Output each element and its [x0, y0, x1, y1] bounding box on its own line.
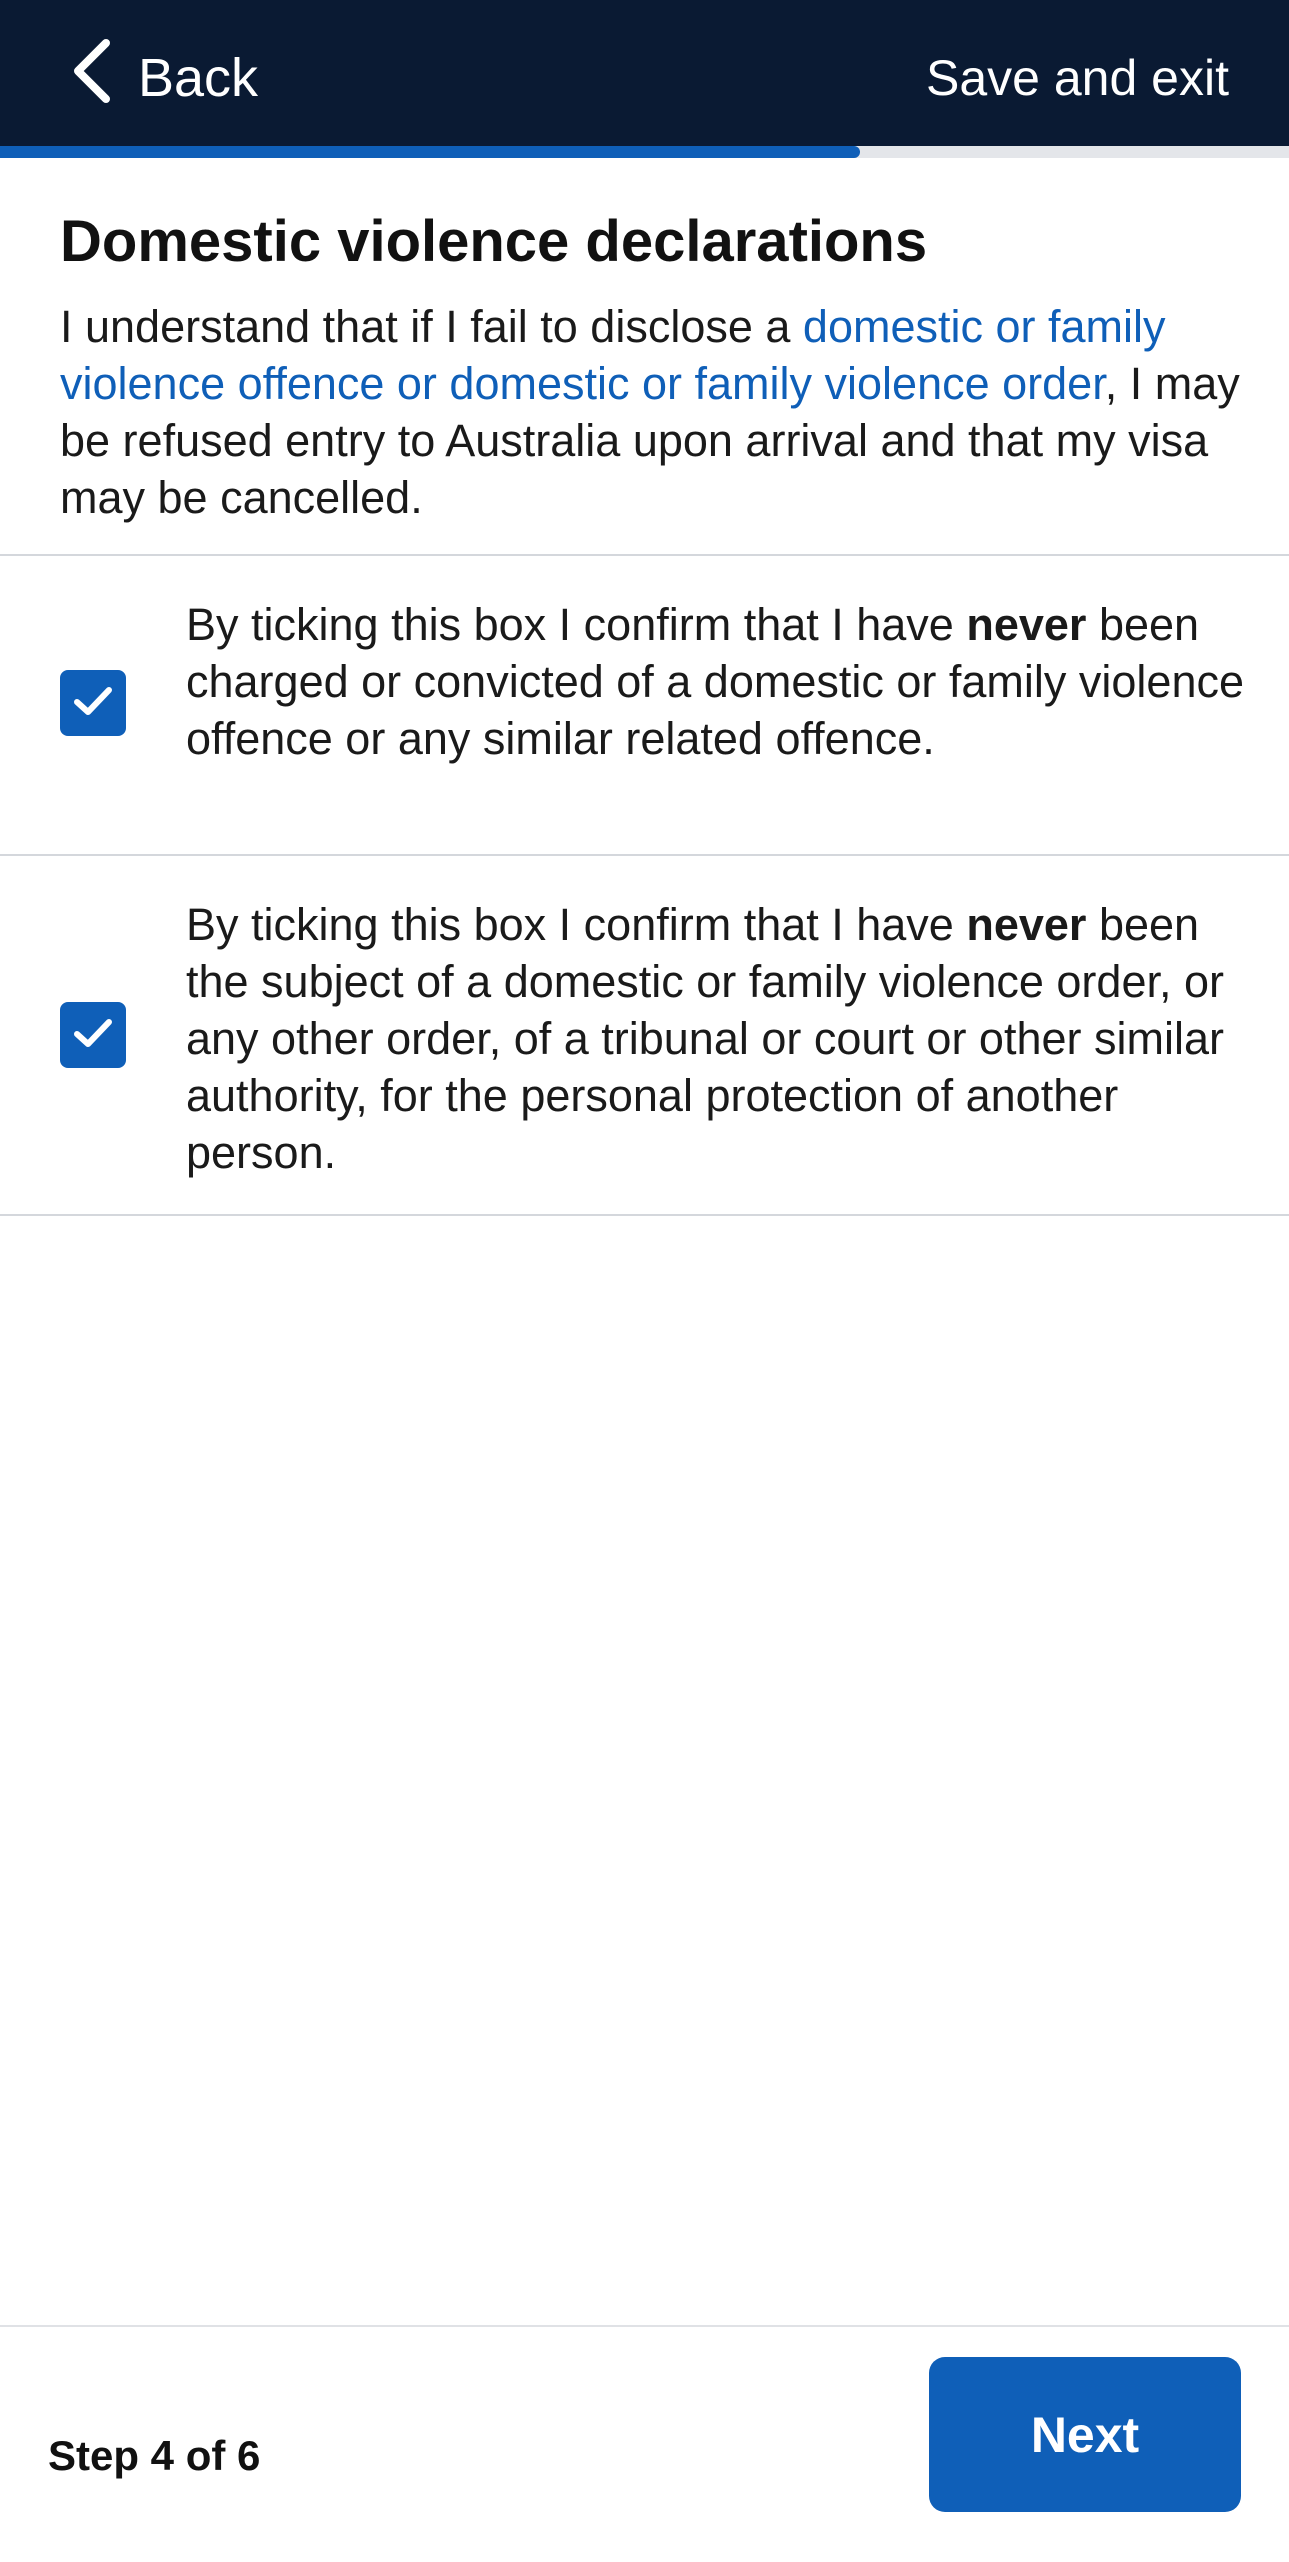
declaration-row-order: [0, 856, 1289, 1214]
chevron-left-icon: [70, 39, 138, 116]
intro-text: [60, 298, 1240, 526]
page-title: Domestic violence declarations: [60, 209, 928, 274]
declaration-text-end: been charged or convicted of a domestic or family violence offence or any similar related offence.: [186, 599, 1245, 764]
declaration-emphasis: never: [966, 899, 1087, 950]
offence-declaration-text: [186, 596, 1246, 767]
declaration-emphasis: never: [966, 599, 1087, 650]
progress-bar-fill: [0, 146, 860, 158]
save-and-exit-button[interactable]: Save and exit: [926, 49, 1229, 106]
top-navigation-bar: [0, 0, 1289, 146]
declaration-text-end: been the subject of a domestic or family violence order, or any other order, of a tribunal or court or other similar authority, for the personal protection of another person.: [186, 899, 1224, 1178]
back-button[interactable]: [70, 40, 258, 115]
declaration-row-offence: [0, 556, 1289, 856]
progress-bar: [0, 146, 1289, 158]
order-declaration-checkbox[interactable]: [60, 1002, 126, 1068]
checkmark-icon: [72, 684, 114, 723]
declaration-text-start: By ticking this box I confirm that I have: [186, 599, 967, 650]
step-indicator: Step 4 of 6: [48, 2432, 261, 2479]
declaration-text-start: By ticking this box I confirm that I have: [186, 899, 967, 950]
domestic-violence-definition-link[interactable]: domestic or family violence offence or domestic or family violence order: [60, 301, 1166, 409]
intro-text-start: I understand that if I fail to disclose a: [60, 301, 803, 352]
back-label: Back: [138, 47, 259, 108]
next-button[interactable]: Next: [929, 2357, 1241, 2512]
footer-bar: [0, 2325, 1289, 2562]
offence-declaration-checkbox[interactable]: [60, 670, 126, 736]
divider: [0, 1214, 1289, 1216]
order-declaration-text: [186, 896, 1246, 1181]
intro-text-end: , I may be refused entry to Australia upon arrival and that my visa may be cancelled.: [60, 358, 1240, 523]
checkmark-icon: [72, 1016, 114, 1055]
